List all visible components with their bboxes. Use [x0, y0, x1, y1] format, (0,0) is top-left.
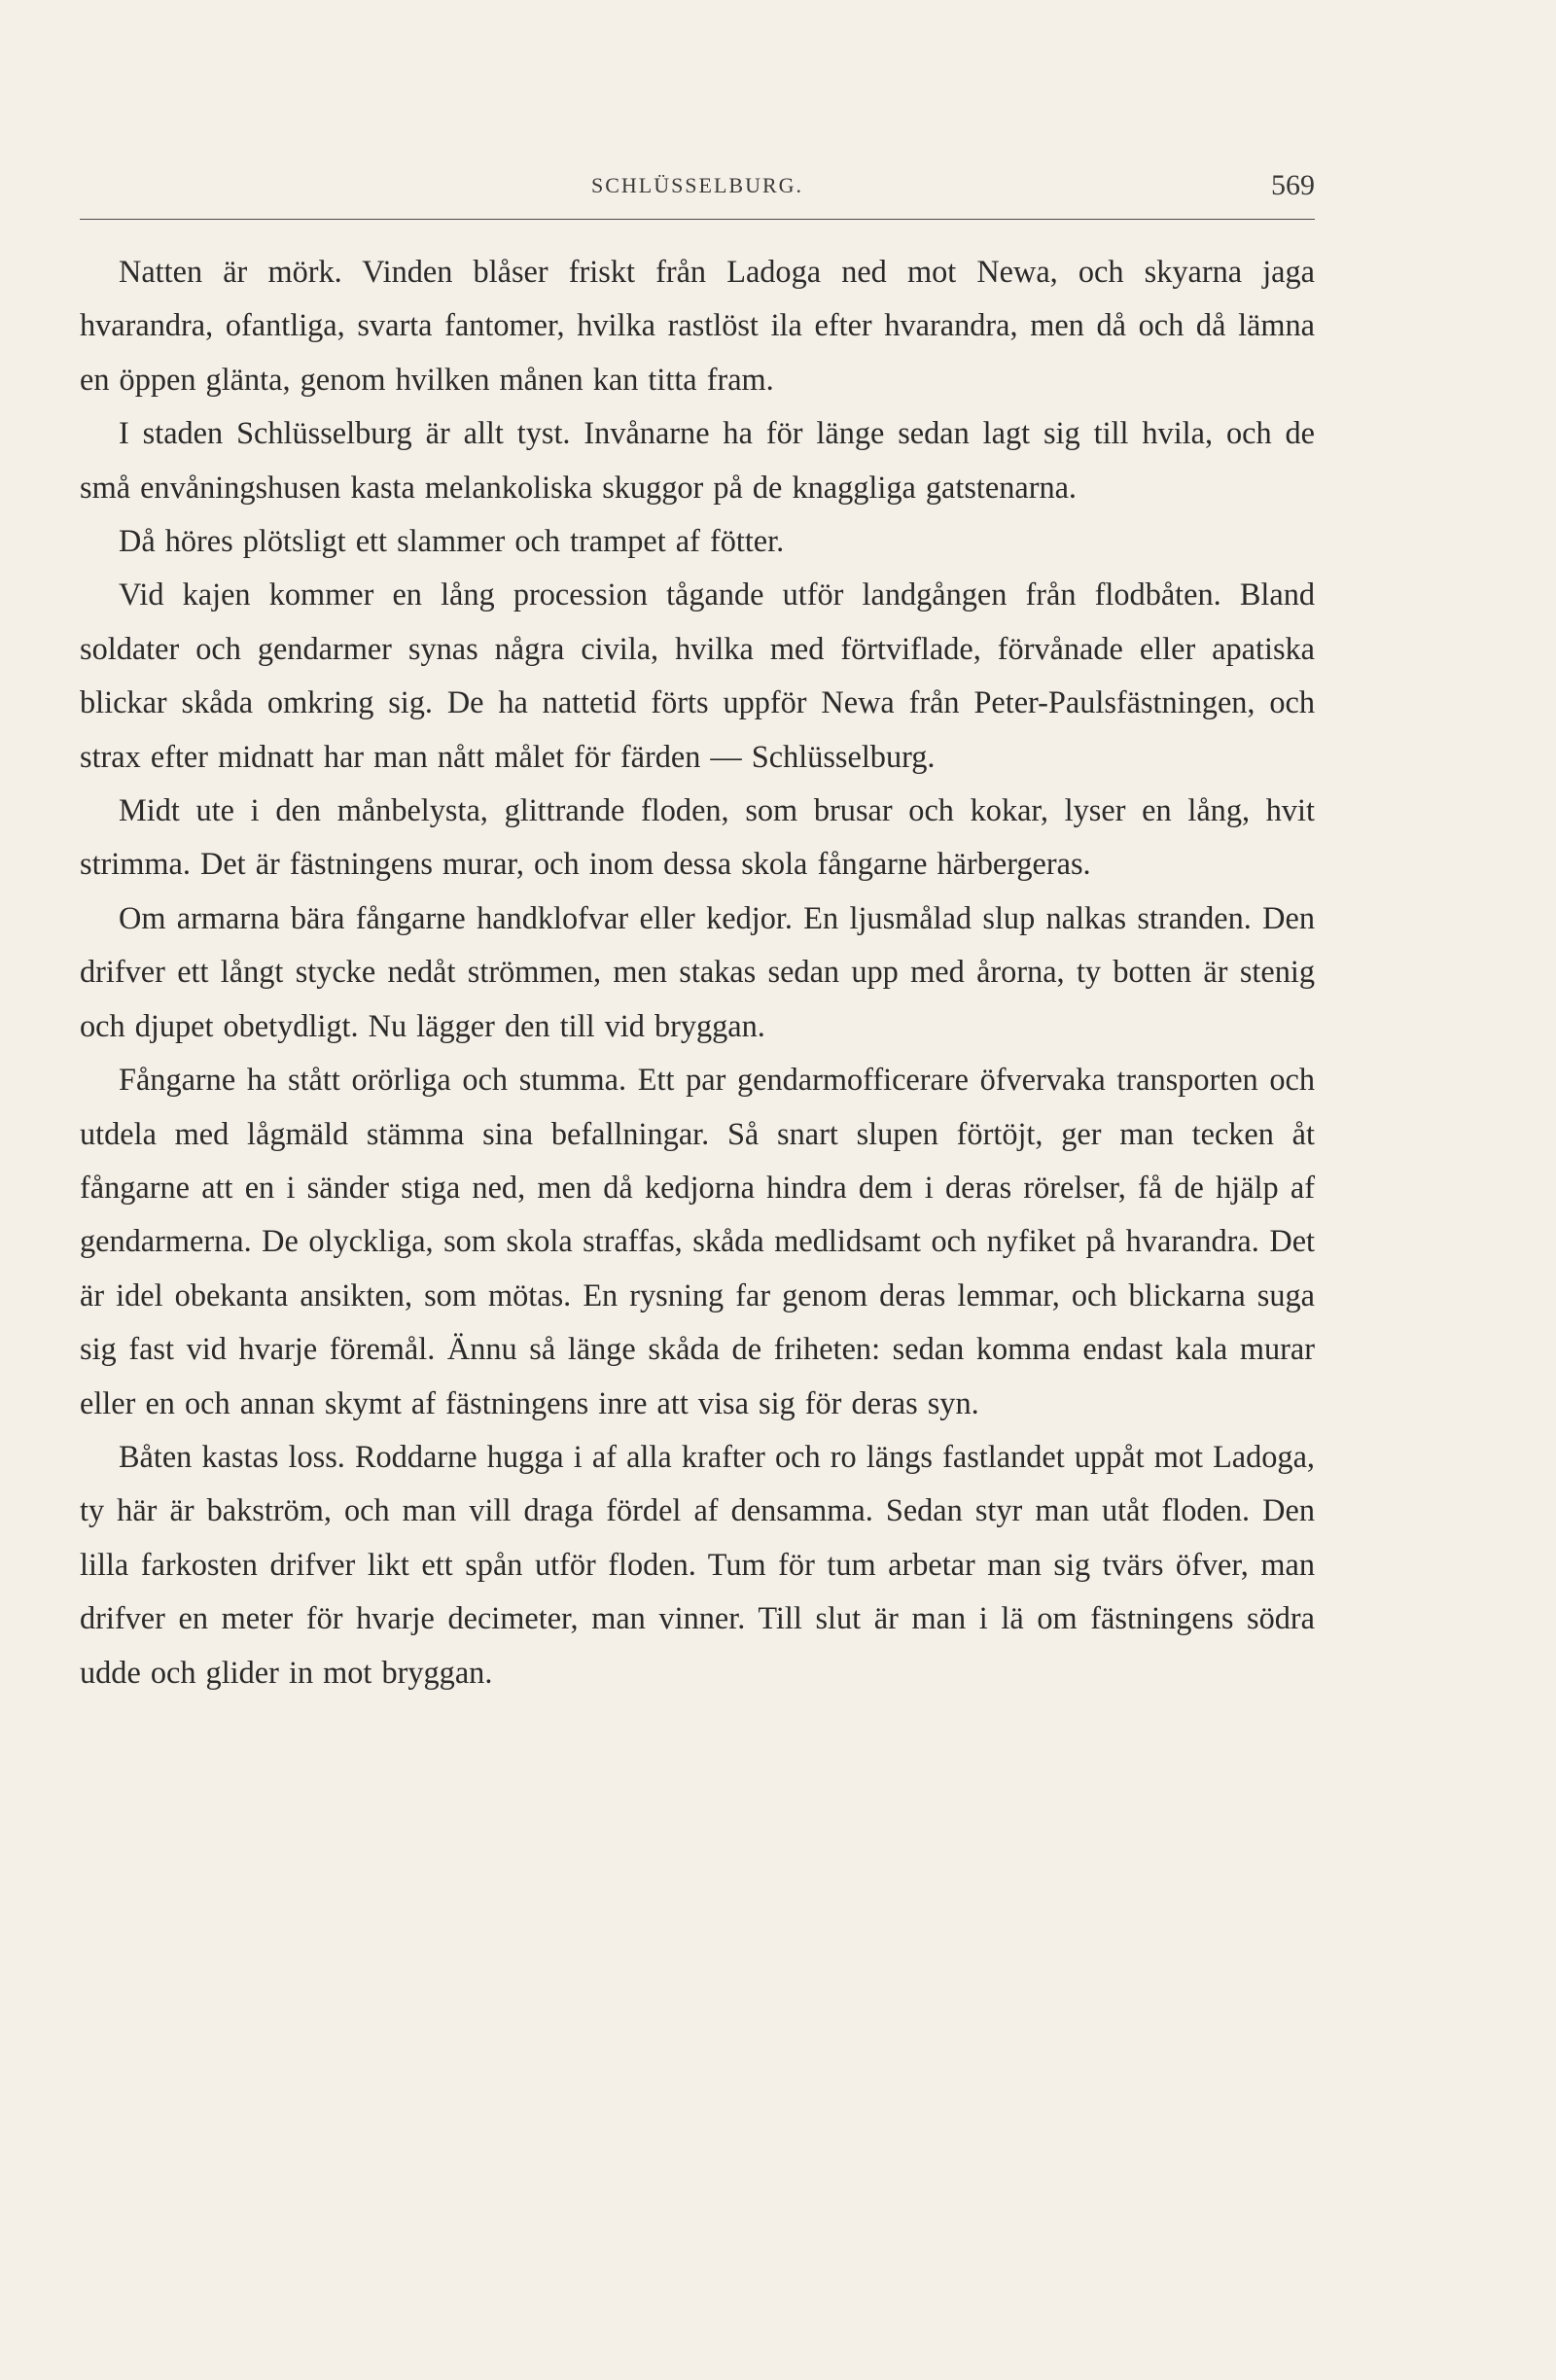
page-number: 569 — [1271, 169, 1315, 201]
paragraph: Fångarne ha stått orörliga och stumma. Ett par gendarmofficerare öfvervaka transporten och utdela med lågmäld stämma sina befallningar. Så snart slupen förtöjt, ger man tecken åt fångarne att en i sänder stiga ned, men då kedjorna hindra dem i deras rörelser, få de hjälp af gendarmerna. De olyckliga, som skola straffas, skåda medlidsamt och nyfiket på hvarandra. Det är idel obekanta ansikten, som mötas. En rysning far genom deras lemmar, och blickarna suga sig fast vid hvarje föremål. Ännu så länge skåda de friheten: sedan komma endast kala murar eller en och annan skymt af fästningens inre att visa sig för deras syn. — [80, 1062, 1315, 1420]
header-rule — [80, 219, 1315, 220]
paragraph: I staden Schlüsselburg är allt tyst. Invånarne ha för länge sedan lagt sig till hvila, och de små envåningshusen kasta melankoliska skuggor på de knaggliga gatstenarna. — [80, 415, 1315, 505]
running-head — [80, 169, 1315, 212]
paragraph: Natten är mörk. Vinden blåser friskt från Ladoga ned mot Newa, och skyarna jaga hvarandra, ofantliga, svarta fantomer, hvilka rastlöst ila efter hvarandra, men då och då lämna en öppen glänta, genom hvilken månen kan titta fram. — [80, 254, 1315, 397]
paragraph: Midt ute i den månbelysta, glittrande floden, som brusar och kokar, lyser en lång, hvit strimma. Det är fästningens murar, och inom dessa skola fångarne härbergeras. — [80, 792, 1315, 882]
body-text — [80, 245, 1315, 1699]
paragraph: Om armarna bära fångarne handklofvar eller kedjor. En ljusmålad slup nalkas stranden. Den drifver ett långt stycke nedåt strömmen, men stakas sedan upp med årorna, ty botten är stenig och djupet obetydligt. Nu lägger den till vid bryggan. — [80, 899, 1315, 1043]
paragraph: Vid kajen kommer en lång procession tågande utför landgången från flodbåten. Bland soldater och gendarmer synas några civila, hvilka med förtviflade, förvånade eller apatiska blickar skåda omkring sig. De ha nattetid förts uppför Newa från Peter-Paulsfästningen, och strax efter midnatt har man nått målet för färden — Schlüsselburg. — [80, 577, 1315, 774]
running-title: SCHLÜSSELBURG. — [590, 173, 804, 197]
paragraph: Då höres plötsligt ett slammer och trampet af fötter. — [119, 523, 785, 559]
paragraph: Båten kastas loss. Roddarne hugga i af alla krafter och ro längs fastlandet uppåt mot Ladoga, ty här är bakström, och man vill draga fördel af densamma. Sedan styr man utåt floden. Den lilla farkosten drifver likt ett spån utför floden. Tum för tum arbetar man sig tvärs öfver, man drifver en meter för hvarje decimeter, man vinner. Till slut är man i lä om fästningens södra udde och glider in mot bryggan. — [80, 1438, 1315, 1690]
book-page — [80, 0, 1315, 2380]
